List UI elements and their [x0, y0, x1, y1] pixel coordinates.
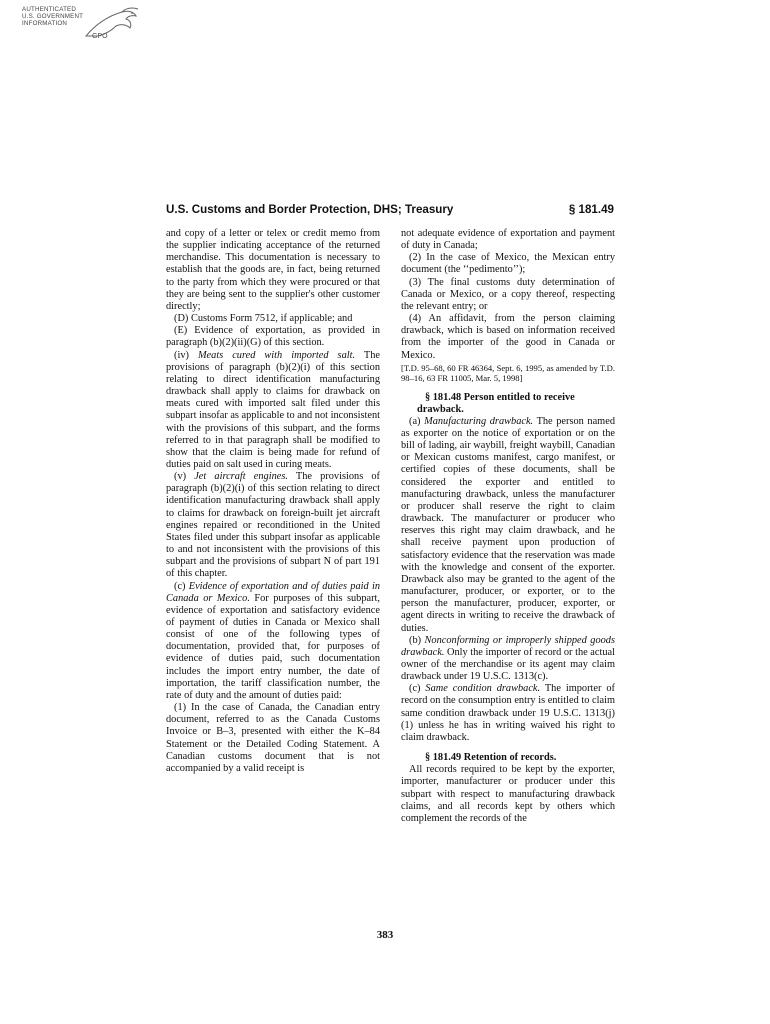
paragraph-body: Only the importer of record or the actual owner of the merchandise or its agent may claim drawback under 19 U.S.C. 1313(c).	[401, 646, 616, 683]
paragraph-body: For purposes of this subpart, evidence of exportation and satisfactory evidence of payment of duties in Canada or Mexico shall consist of one of the following types of documentation, provided that, for purposes of evidence of duties paid, such documentation includes the import entry number, the date of importation, the tariff classification number, the rate of duty and the amount of duties paid:	[166, 592, 380, 701]
seal-line-2: U.S. GOVERNMENT	[22, 13, 84, 20]
paragraph	[166, 350, 380, 472]
header-agency: U.S. Customs and Border Protection, DHS; Treasury	[166, 203, 454, 216]
paragraph	[401, 683, 615, 744]
paragraph: (E) Evidence of exportation, as provided in paragraph (b)(2)(ii)(G) of this section.	[166, 325, 380, 349]
paragraph-italic-heading: Meats cured with imported salt.	[197, 349, 356, 361]
paragraph	[166, 581, 380, 703]
eagle-seal-icon	[82, 6, 142, 46]
paragraph: and copy of a letter or telex or credit memo from the supplier indicating acceptance of the returned merchandise. This documentation is necessary to establish that the goods are, in fact, being returned to the party from which they were procured or that they are being sent to the supplier's other customer directly;	[166, 228, 380, 312]
paragraph: (4) An affidavit, from the person claiming drawback, which is based on information received from the importer of the good in Canada or Mexico.	[401, 313, 615, 361]
section-heading-181-49: § 181.49 Retention of records.	[425, 752, 557, 764]
paragraph: All records required to be kept by the exporter, importer, manufacturer or producer under this subpart with respect to manufacturing drawback claims, and all records kept by others which complement the records of the	[401, 764, 615, 824]
paragraph-body: The person named as exporter on the notice of exportation or on the bill of lading, air waybill, freight waybill, Canadian or Mexican customs manifest, cargo manifest, or certified copies of these documents, shall be considered the exporter and entitled to manufacturing drawback, unless the manufacturer or producer shall reserve the right to claim drawback. The manufacturer or producer who reserves this right may claim drawback, and he shall receive payment upon production of satisfactory evidence that the reservation was made with the knowledge and consent of the exporter. Drawback also may be granted to the agent of the manufacturer, producer, or exporter, or to the person the manufacturer, producer, exporter, or agent directs in writing to receive the drawback of duties.	[401, 415, 615, 634]
paragraph-body: The importer of record on the consumption entry is entitled to claim same condition drawback under 19 U.S.C. 1313(j)(1) unless he has in writing waived his right to claim drawback.	[401, 683, 615, 743]
right-column	[401, 228, 615, 825]
paragraph-italic-heading: Manufacturing drawback.	[424, 415, 534, 427]
section-heading-181-48: § 181.48 Person entitled to receive drawback.	[417, 391, 575, 415]
paragraph: (3) The final customs duty determination of Canada or Mexico, or a copy thereof, respecting the relevant entry; or	[401, 276, 615, 312]
paragraph: not adequate evidence of exportation and payment of duty in Canada;	[401, 228, 615, 252]
paragraph: (D) Customs Form 7512, if applicable; and	[174, 313, 353, 325]
paragraph: (1) In the case of Canada, the Canadian entry document, referred to as the Canada Customs Invoice or B–3, presented with either the K–84 Statement or the Detailed Coding Statement. A Canadian customs document that is not accompanied by a valid receipt is	[166, 702, 380, 774]
paragraph-body: The provisions of paragraph (b)(2)(i) of this section relating to direct identification manufacturing drawback shall apply to claims for drawback on foreign-built jet aircraft engines repaired or reconditioned in the United States filed under this subpart insofar as applicable to and not inconsistent with the provisions of this subpart and the provisions of subpart N of part 191 of this chapter.	[166, 471, 380, 580]
paragraph-lead: (iv)	[174, 349, 189, 361]
page-number: 383	[376, 929, 394, 941]
paragraph-lead: (b)	[409, 634, 422, 646]
paragraph-italic-heading: Nonconforming or improperly shipped goods drawback.	[401, 634, 615, 658]
paragraph	[166, 471, 380, 580]
paragraph	[401, 416, 615, 635]
paragraph-lead: (c)	[409, 683, 421, 695]
paragraph-italic-heading: Same condition drawback.	[425, 683, 541, 695]
left-column	[166, 228, 380, 775]
paragraph-italic-heading: Evidence of exportation and of duties paid in Canada or Mexico.	[166, 580, 380, 604]
seal-line-1: AUTHENTICATED	[22, 6, 77, 13]
citation: [T.D. 95–68, 60 FR 46364, Sept. 6, 1995, as amended by T.D. 98–16, 63 FR 11005, Mar. 5, 1998]	[401, 362, 615, 384]
paragraph-lead: (v)	[174, 471, 187, 483]
seal-line-3: INFORMATION	[22, 20, 68, 27]
paragraph-body: The provisions of paragraph (b)(2)(i) of this section relating to direct identification manufacturing drawback shall apply to claims for drawback on meats cured with imported salt filed under this subpart insofar as applicable to and not inconsistent with the provisions of this subpart, and the forms referred to in that paragraph shall be modified to show that the claim is being made for refund of duties paid on salt used in curing meats.	[166, 349, 381, 470]
paragraph-lead: (c)	[174, 580, 186, 592]
paragraph	[401, 635, 615, 684]
running-header	[166, 203, 614, 216]
paragraph-lead: (a)	[409, 415, 421, 427]
gpo-authentication-seal	[22, 6, 142, 52]
paragraph: (2) In the case of Mexico, the Mexican entry document (the ‘‘pedimento’’);	[401, 252, 615, 276]
seal-gpo-text: GPO	[92, 33, 108, 40]
paragraph-italic-heading: Jet aircraft engines.	[194, 471, 288, 483]
header-section-number: § 181.49	[568, 203, 614, 216]
